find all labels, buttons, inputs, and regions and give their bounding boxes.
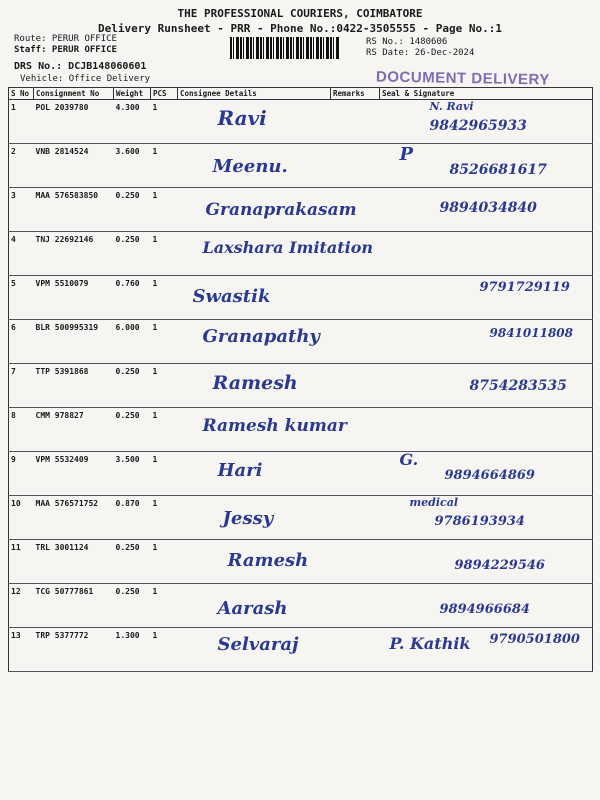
signature-handwritten: P. Kathik (389, 634, 471, 653)
table-row (9, 320, 593, 364)
pcs-value: 1 (151, 408, 178, 452)
pcs-value: 1 (151, 496, 178, 540)
col-signature: Seal & Signature (380, 88, 593, 100)
consignee-name-handwritten: Jessy (222, 508, 274, 529)
consignment-no: TRL 3001124 (34, 540, 114, 584)
row-sno: 10 (9, 496, 34, 540)
rs-date: RS Date: 26-Dec-2024 (366, 48, 475, 58)
weight-value: 1.300 (114, 628, 151, 672)
row-sno: 7 (9, 364, 34, 408)
company-title: THE PROFESSIONAL COURIERS, COIMBATORE (177, 7, 423, 20)
table-row (9, 188, 593, 232)
remarks-cell (331, 320, 380, 364)
table-row (9, 276, 593, 320)
consignment-no: CMM 978827 (34, 408, 114, 452)
pcs-value: 1 (151, 232, 178, 276)
remarks-cell (331, 584, 380, 628)
table-row (9, 540, 593, 584)
weight-value: 0.250 (114, 364, 151, 408)
row-sno: 4 (9, 232, 34, 276)
consignment-no: MAA 576583850 (34, 188, 114, 232)
delivery-table (8, 87, 593, 672)
pcs-value: 1 (151, 144, 178, 188)
pcs-value: 1 (151, 188, 178, 232)
vehicle-text: Vehicle: Office Delivery (20, 74, 151, 84)
remarks-cell (331, 496, 380, 540)
weight-value: 3.500 (114, 452, 151, 496)
signature-cell (380, 408, 593, 452)
signature-cell (380, 320, 593, 364)
weight-value: 0.250 (114, 188, 151, 232)
col-sno: S No (9, 88, 34, 100)
consignment-no: VNB 2814524 (34, 144, 114, 188)
phone-handwritten: 9894664869 (444, 468, 535, 483)
weight-value: 0.250 (114, 540, 151, 584)
consignment-no: VPM 5510079 (34, 276, 114, 320)
consignee-name-handwritten: Ramesh (212, 372, 298, 394)
consignment-no: TTP 5391868 (34, 364, 114, 408)
phone-handwritten: 9894229546 (454, 558, 545, 573)
phone-handwritten: 8526681617 (449, 162, 547, 178)
consignee-cell (178, 408, 347, 452)
consignee-name-handwritten: Selvaraj (217, 634, 299, 655)
consignee-cell (178, 540, 331, 584)
signature-handwritten: G. (399, 450, 419, 469)
consignment-no: POL 2039780 (34, 100, 114, 144)
consignee-cell (178, 232, 374, 276)
table-row (9, 100, 593, 144)
weight-value: 0.870 (114, 496, 151, 540)
consignee-name-handwritten: Laxshara Imitation (202, 238, 374, 257)
col-weight: Weight (114, 88, 151, 100)
row-sno: 11 (9, 540, 34, 584)
consignee-name-handwritten: Swastik (192, 286, 271, 307)
remarks-cell (331, 628, 380, 672)
remarks-cell (331, 452, 380, 496)
remarks-cell (331, 144, 380, 188)
row-sno: 13 (9, 628, 34, 672)
signature-cell (380, 100, 593, 144)
consignee-name-handwritten: Ramesh (227, 550, 309, 571)
consignment-no: BLR 500995319 (34, 320, 114, 364)
table-row (9, 452, 593, 496)
consignee-cell (178, 628, 331, 672)
col-remarks: Remarks (331, 88, 380, 100)
signature-cell (380, 540, 593, 584)
table-row (9, 232, 593, 276)
consignee-cell (178, 144, 331, 188)
signature-cell (380, 144, 593, 188)
remarks-cell (331, 364, 380, 408)
phone-handwritten: 9842965933 (429, 118, 527, 134)
col-consignment: Consignment No (34, 88, 114, 100)
consignment-no: TRP 5377772 (34, 628, 114, 672)
pcs-value: 1 (151, 364, 178, 408)
table-row (9, 144, 593, 188)
pcs-value: 1 (151, 452, 178, 496)
barcode (230, 37, 340, 59)
consignee-cell (178, 452, 331, 496)
row-sno: 3 (9, 188, 34, 232)
weight-value: 6.000 (114, 320, 151, 364)
remarks-cell (331, 540, 380, 584)
signature-handwritten: P (399, 144, 414, 165)
consignee-cell (178, 584, 331, 628)
weight-value: 3.600 (114, 144, 151, 188)
drs-number: DRS No.: DCJB148060601 (14, 61, 147, 72)
row-sno: 5 (9, 276, 34, 320)
signature-cell (380, 188, 593, 232)
consignment-no: TNJ 22692146 (34, 232, 114, 276)
signature-cell (380, 628, 593, 672)
consignee-cell (178, 496, 331, 540)
phone-handwritten: 9791729119 (479, 280, 570, 295)
signature-cell (380, 452, 593, 496)
col-pcs: PCS (151, 88, 178, 100)
pcs-value: 1 (151, 320, 178, 364)
table-row (9, 628, 593, 672)
consignment-no: MAA 576571752 (34, 496, 114, 540)
consignee-name-handwritten: Meenu. (212, 156, 288, 177)
consignee-cell (178, 100, 331, 144)
signature-cell (380, 496, 593, 540)
consignee-name-handwritten: Ramesh kumar (202, 416, 347, 436)
table-row (9, 364, 593, 408)
phone-handwritten: 9894034840 (439, 200, 537, 216)
row-sno: 2 (9, 144, 34, 188)
consignee-cell (178, 276, 331, 320)
row-sno: 8 (9, 408, 34, 452)
pcs-value: 1 (151, 584, 178, 628)
col-consignee: Consignee Details (178, 88, 331, 100)
phone-handwritten: 9841011808 (489, 326, 573, 340)
remarks-cell (331, 276, 380, 320)
consignee-cell (178, 320, 331, 364)
table-row (9, 584, 593, 628)
phone-handwritten: 8754283535 (469, 378, 567, 394)
route-text: Route: PERUR OFFICE (14, 34, 117, 44)
consignee-name-handwritten: Hari (217, 460, 263, 481)
row-sno: 6 (9, 320, 34, 364)
consignee-name-handwritten: Granapathy (202, 326, 320, 347)
table-row (9, 496, 593, 540)
weight-value: 4.300 (114, 100, 151, 144)
table-header-row (9, 88, 593, 100)
staff-text: Staff: PERUR OFFICE (14, 45, 117, 55)
phone-handwritten: 9786193934 (434, 514, 525, 529)
pcs-value: 1 (151, 276, 178, 320)
row-sno: 12 (9, 584, 34, 628)
rs-number: RS No.: 1480606 (366, 37, 448, 47)
phone-handwritten: 9894966684 (439, 602, 530, 617)
weight-value: 0.250 (114, 232, 151, 276)
consignment-no: TCG 50777861 (34, 584, 114, 628)
consignment-no: VPM 5532409 (34, 452, 114, 496)
signature-cell (380, 364, 593, 408)
signature-cell (380, 276, 593, 320)
consignee-name-handwritten: Aarash (217, 598, 288, 619)
consignee-name-handwritten: Granaprakasam (205, 200, 357, 220)
runsheet-subtitle: Delivery Runsheet - PRR - Phone No.:0422-3505555 - Page No.:1 (98, 22, 502, 35)
remarks-cell (331, 100, 380, 144)
signature-handwritten: medical (409, 496, 459, 509)
weight-value: 0.250 (114, 584, 151, 628)
signature-cell (380, 584, 593, 628)
phone-handwritten: 9790501800 (489, 632, 580, 647)
consignee-cell (178, 188, 357, 232)
row-sno: 9 (9, 452, 34, 496)
consignee-name-handwritten: Ravi (217, 106, 267, 130)
document-delivery-stamp: DOCUMENT DELIVERY (375, 68, 550, 89)
pcs-value: 1 (151, 628, 178, 672)
weight-value: 0.760 (114, 276, 151, 320)
pcs-value: 1 (151, 100, 178, 144)
consignee-cell (178, 364, 331, 408)
signature-handwritten: N. Ravi (429, 100, 474, 113)
weight-value: 0.250 (114, 408, 151, 452)
row-sno: 1 (9, 100, 34, 144)
signature-cell (380, 232, 593, 276)
pcs-value: 1 (151, 540, 178, 584)
table-row (9, 408, 593, 452)
